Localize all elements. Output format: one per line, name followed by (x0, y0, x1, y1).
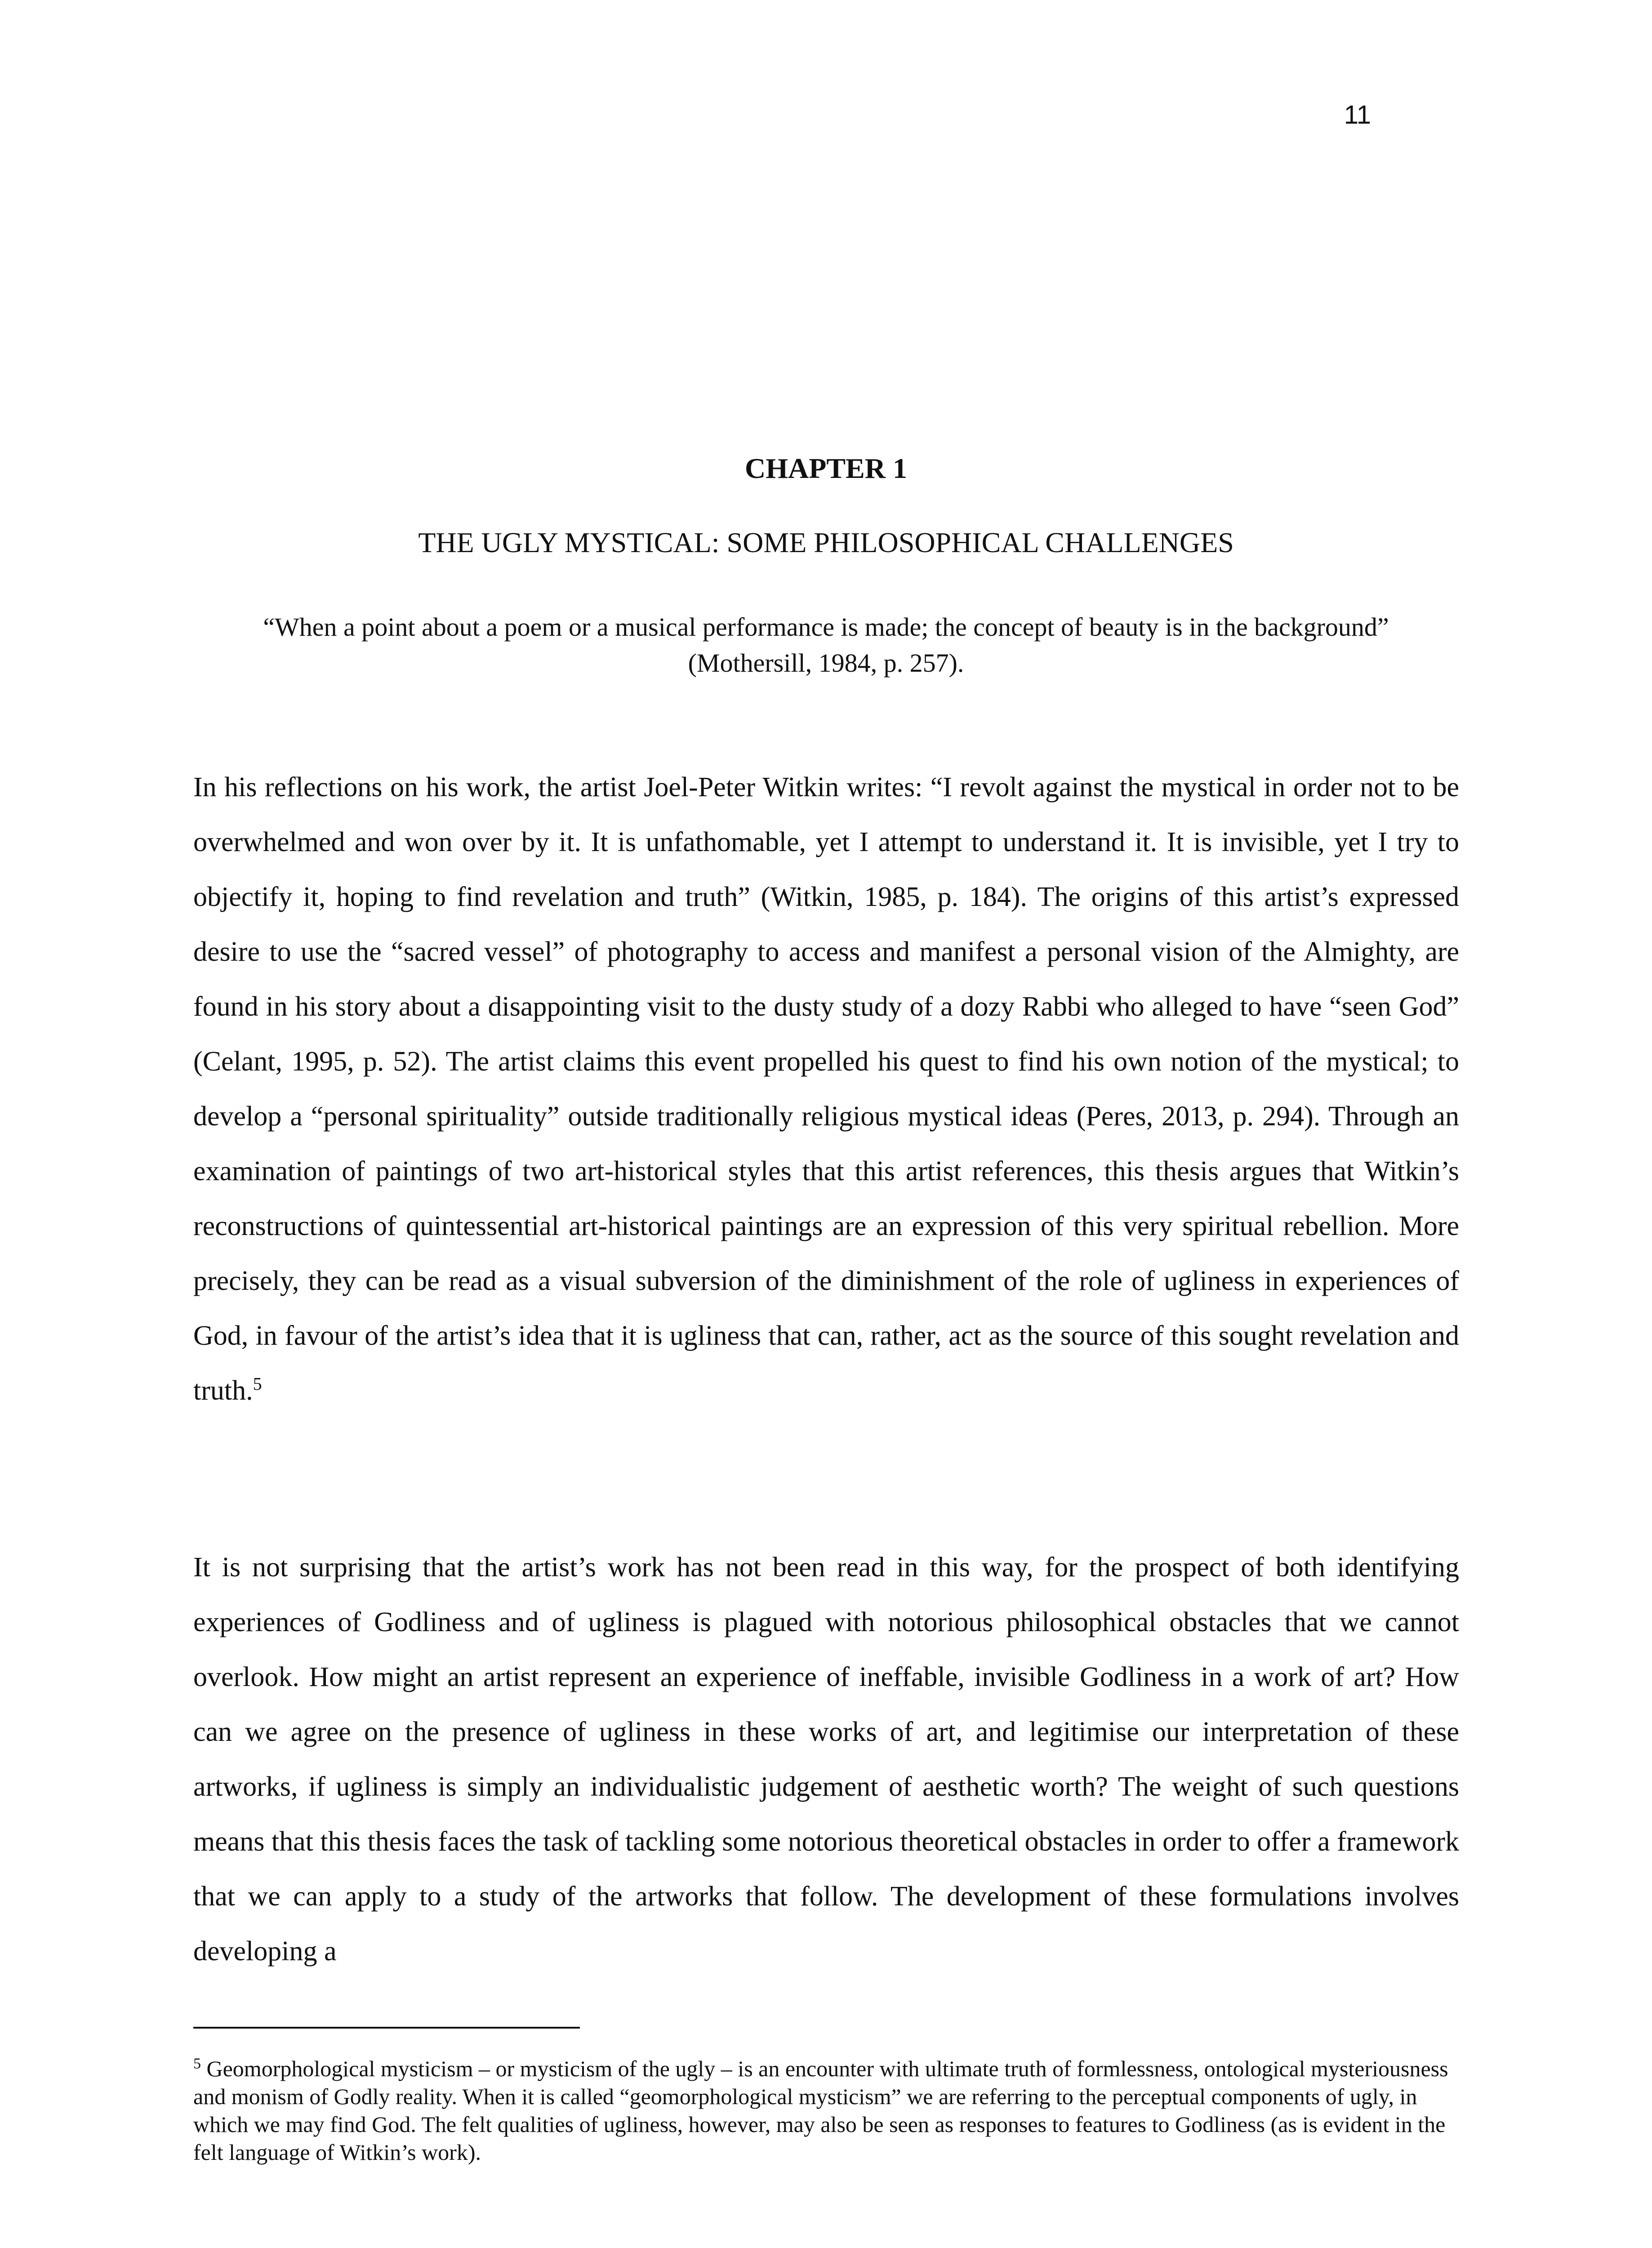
footnote (193, 2055, 1459, 2166)
chapter-heading: CHAPTER 1 (745, 452, 907, 484)
footnote-reference[interactable]: 5 (253, 1374, 262, 1394)
footnote-marker: 5 (193, 2055, 201, 2072)
body-paragraph-2: It is not surprising that the artist’s work has not been read in this way, for the prospect of both identifying experiences of Godliness and of ugliness is plagued with notorious philosophical obstacles that we cannot overlook. How might an artist represent an experience of ineffable, invisible Godliness in a work of art? How can we agree on the presence of ugliness in these works of art, and legitimise our interpretation of these artworks, if ugliness is simply an individualistic judgement of aesthetic worth? The weight of such questions means that this thesis faces the task of tackling some notorious theoretical obstacles in order to offer a framework that we can apply to a study of the artworks that follow. The development of these formulations involves developing a (193, 1552, 1459, 1967)
body-paragraph-1 (193, 760, 1459, 1418)
body-paragraph-1-text: In his reflections on his work, the artist Joel-Peter Witkin writes: “I revolt against the mystical in order not to be overwhelmed and won over by it. It is unfathomable, yet I attempt to understand it. It is invisible, yet I try to objectify it, hoping to find revelation and truth” (Witkin, 1985, p. 184). The origins of this artist’s expressed desire to use the “sacred vessel” of photography to access and manifest a personal vision of the Almighty, are found in his story about a disappointing visit to the dusty study of a dozy Rabbi who alleged to have “seen God” (Celant, 1995, p. 52). The artist claims this event propelled his quest to find his own notion of the mystical; to develop a “personal spirituality” outside traditionally religious mystical ideas (Peres, 2013, p. 294). Through an examination of paintings of two art-historical styles that this artist references, this thesis argues that Witkin’s reconstructions of quintessential art-historical paintings are an expression of this very spiritual rebellion. More precisely, they can be read as a visual subversion of the diminishment of the role of ugliness in experiences of God, in favour of the artist’s idea that it is ugliness that can, rather, act as the source of this sought revelation and truth. (193, 772, 1459, 1406)
footnote-divider (193, 2027, 580, 2029)
page-number: 11 (1344, 100, 1371, 129)
epigraph: “When a point about a poem or a musical performance is made; the concept of beauty is in the background” (Mothersill, 1984, p. 257). (263, 612, 1389, 678)
footnote-text: Geomorphological mysticism – or mysticism of the ugly – is an encounter with ultimate truth of formlessness, ontological mysteriousness and monism of Godly reality. When it is called “geomorphological mysticism” we are referring to the perceptual components of ugly, in which we may find God. The felt qualities of ugliness, however, may also be seen as responses to features to Godliness (as is evident in the felt language of Witkin’s work). (193, 2056, 1448, 2165)
chapter-title: THE UGLY MYSTICAL: SOME PHILOSOPHICAL CHALLENGES (418, 526, 1234, 558)
